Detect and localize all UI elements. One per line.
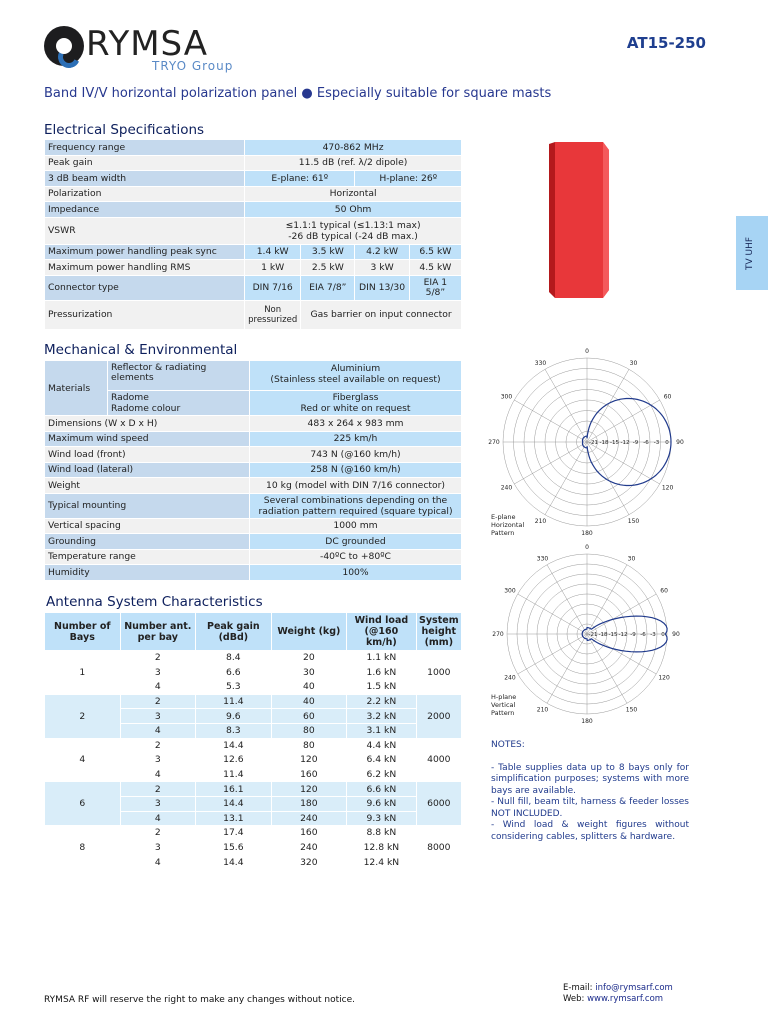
table-row	[45, 218, 461, 244]
row-value	[250, 494, 461, 518]
table-cell: 2	[121, 826, 196, 840]
mechanical-table	[44, 360, 462, 581]
column-header: Weight (kg)	[272, 613, 347, 650]
table-row	[45, 156, 461, 171]
db-tick-label: -9	[630, 632, 636, 638]
caption-line: H-plane	[491, 693, 517, 701]
note-item: - Wind load & weight figures without considering cables, splitters & hardware.	[491, 820, 689, 842]
row-value: 4.5 kW	[410, 260, 461, 275]
grid-spoke	[587, 594, 656, 634]
table-cell: 320	[272, 855, 347, 869]
vswr-line-1: ≤1.1:1 typical (≤1.13:1 max)	[285, 219, 421, 231]
table-row	[45, 782, 461, 796]
row-value	[250, 391, 461, 415]
row-value: 10 kg (model with DIN 7/16 connector)	[250, 478, 461, 493]
table-cell: 2	[45, 695, 120, 738]
row-label: Peak gain	[45, 156, 244, 171]
row-label: 3 dB beam width	[45, 171, 244, 186]
row-label: Maximum wind speed	[45, 432, 249, 447]
table-cell: 30	[272, 666, 347, 680]
table-row	[45, 550, 461, 565]
table-row	[45, 301, 461, 329]
row-value: E-plane: 61º	[245, 171, 354, 186]
table-cell: 8000	[417, 826, 461, 869]
table-cell: 4	[121, 812, 196, 826]
table-row	[45, 739, 461, 753]
table-cell: 6.6 kN	[347, 782, 416, 796]
db-tick-label: -12	[618, 632, 628, 638]
angle-tick-label: 300	[500, 393, 513, 401]
grid-spoke	[514, 442, 587, 484]
table-cell: 40	[272, 680, 347, 694]
caption-line: Horizontal	[491, 521, 525, 529]
table-cell: 14.4	[196, 739, 271, 753]
row-label: Connector type	[45, 276, 244, 300]
table-cell: 120	[272, 753, 347, 767]
angle-tick-label: 30	[627, 555, 636, 563]
footer-disclaimer: RYMSA RF will reserve the right to make any changes without notice.	[44, 995, 356, 1005]
grid-spoke	[587, 369, 629, 442]
angle-tick-label: 210	[536, 706, 549, 714]
table-row	[45, 447, 461, 462]
angle-tick-label: 150	[627, 517, 640, 525]
row-value: 743 N (@160 km/h)	[250, 447, 461, 462]
table-cell: 6.2 kN	[347, 768, 416, 782]
row-value: Gas barrier on input connector	[301, 301, 461, 329]
db-tick-label: -6	[643, 440, 649, 446]
table-cell: 12.6	[196, 753, 271, 767]
angle-tick-label: 120	[661, 484, 674, 492]
model-number: AT15-250	[626, 34, 706, 52]
angle-tick-label: 150	[625, 706, 638, 714]
row-value: DIN 13/30	[355, 276, 408, 300]
table-cell: 4	[121, 680, 196, 694]
row-value: DC grounded	[250, 534, 461, 549]
row-label: Frequency range	[45, 140, 244, 155]
grid-spoke	[587, 634, 627, 703]
row-label: Maximum power handling peak sync	[45, 245, 244, 260]
db-tick-label: -3	[650, 632, 656, 638]
vswr-line-2: -26 dB typical (-24 dB max.)	[288, 230, 418, 242]
side-tab-label: TV UHF	[745, 236, 755, 270]
angle-tick-label: 270	[492, 631, 504, 638]
table-cell: 9.3 kN	[347, 812, 416, 826]
table-cell: 40	[272, 695, 347, 709]
row-label: VSWR	[45, 218, 244, 244]
logo-wordmark: RYMSA	[86, 24, 209, 64]
table-cell: 240	[272, 841, 347, 855]
row-value: 3 kW	[355, 260, 408, 275]
angle-tick-label: 330	[534, 360, 547, 368]
table-cell: 11.4	[196, 768, 271, 782]
table-cell: 14.4	[196, 797, 271, 811]
angle-tick-label: 30	[629, 360, 638, 368]
column-header: Number ant. per bay	[121, 613, 196, 650]
row-label: Typical mounting	[45, 494, 249, 518]
radome-colour-value: Red or white on request	[300, 403, 411, 414]
table-cell: 6.4 kN	[347, 753, 416, 767]
antenna-system-title: Antenna System Characteristics	[46, 594, 263, 610]
table-cell: 2000	[417, 695, 461, 738]
caption-line: E-plane	[491, 513, 516, 521]
table-cell: 16.1	[196, 782, 271, 796]
angle-tick-label: 120	[658, 674, 670, 682]
logo-ring-icon	[44, 26, 84, 66]
logo-subtitle: TRYO Group	[152, 59, 234, 73]
grid-spoke	[547, 565, 587, 634]
table-cell: 2	[121, 739, 196, 753]
row-sublabel	[108, 391, 249, 415]
angle-tick-label: 90	[676, 439, 684, 446]
web-link[interactable]: www.rymsarf.com	[587, 994, 664, 1004]
row-value: 2.5 kW	[301, 260, 354, 275]
grid-spoke	[518, 594, 587, 634]
radome-value: Fiberglass	[332, 392, 379, 403]
table-cell: 180	[272, 797, 347, 811]
row-value: 258 N (@160 km/h)	[250, 463, 461, 478]
db-tick-label: 0	[665, 440, 669, 446]
mount-line-2: radiation pattern required (square typical)	[258, 505, 453, 517]
angle-tick-label: 240	[504, 674, 516, 682]
table-cell: 14.4	[196, 855, 271, 869]
table-cell: 80	[272, 724, 347, 738]
notes-title: NOTES:	[491, 740, 525, 750]
table-row	[45, 187, 461, 202]
note-item: - Table supplies data up to 8 bays only for simplification purposes; systems with more bays are available.	[491, 762, 689, 796]
table-cell: 5.3	[196, 680, 271, 694]
table-row	[45, 478, 461, 493]
table-cell: 1.5 kN	[347, 680, 416, 694]
db-tick-label: -6	[640, 632, 646, 638]
angle-tick-label: 0	[585, 544, 589, 551]
angle-tick-label: 180	[581, 530, 593, 537]
table-cell: 1000	[417, 651, 461, 694]
contact-info	[563, 983, 673, 1005]
table-cell: 160	[272, 826, 347, 840]
table-cell: 80	[272, 739, 347, 753]
table-cell: 1.1 kN	[347, 651, 416, 665]
table-cell: 3	[121, 753, 196, 767]
grid-spoke	[514, 400, 587, 442]
table-cell: 3.1 kN	[347, 724, 416, 738]
table-header-row	[45, 613, 461, 650]
table-cell: 2	[121, 695, 196, 709]
row-label: Temperature range	[45, 550, 249, 565]
notes-section	[491, 740, 689, 843]
angle-tick-label: 0	[585, 348, 589, 355]
table-cell: 6	[45, 782, 120, 825]
row-value: 1.4 kW	[245, 245, 300, 260]
column-header: Wind load (@160 km/h)	[347, 613, 416, 650]
table-row	[45, 519, 461, 534]
table-cell: 2.2 kN	[347, 695, 416, 709]
angle-tick-label: 90	[672, 631, 680, 638]
row-value: 3.5 kW	[301, 245, 354, 260]
row-label: Dimensions (W x D x H)	[45, 416, 249, 431]
table-cell: 1.6 kN	[347, 666, 416, 680]
row-value: 50 Ohm	[245, 202, 461, 217]
db-tick-label: -15	[610, 440, 619, 446]
angle-tick-label: 330	[536, 555, 549, 563]
table-cell: 12.4 kN	[347, 855, 416, 869]
table-cell: 13.1	[196, 812, 271, 826]
mechanical-title: Mechanical & Environmental	[44, 342, 238, 358]
row-value: DIN 7/16	[245, 276, 300, 300]
email-label: E-mail:	[563, 983, 596, 993]
caption-line: Vertical	[491, 701, 516, 709]
grid-spoke	[587, 634, 656, 674]
electrical-table	[44, 139, 462, 330]
angle-tick-label: 210	[534, 517, 547, 525]
row-label: Pressurization	[45, 301, 244, 329]
table-cell: 17.4	[196, 826, 271, 840]
rymsa-logo	[44, 24, 234, 74]
table-cell: 2	[121, 651, 196, 665]
row-value: Horizontal	[245, 187, 461, 202]
table-cell: 120	[272, 782, 347, 796]
angle-tick-label: 60	[660, 587, 668, 595]
table-cell: 12.8 kN	[347, 841, 416, 855]
grid-spoke	[545, 369, 587, 442]
table-cell: 240	[272, 812, 347, 826]
row-value	[250, 361, 461, 390]
db-tick-label: -18	[599, 440, 609, 446]
table-cell: 1	[45, 651, 120, 694]
row-sublabel: Reflector & radiating elements	[108, 361, 249, 390]
row-value: 225 km/h	[250, 432, 461, 447]
table-row	[45, 416, 461, 431]
table-row	[45, 140, 461, 155]
table-cell: 6.6	[196, 666, 271, 680]
row-label: Humidity	[45, 565, 249, 580]
row-label: Impedance	[45, 202, 244, 217]
table-row	[45, 565, 461, 580]
web-label: Web:	[563, 994, 588, 1004]
table-row	[45, 534, 461, 549]
table-row	[45, 245, 461, 260]
table-cell: 3.2 kN	[347, 709, 416, 723]
table-cell: 3	[121, 797, 196, 811]
table-cell: 4	[121, 768, 196, 782]
table-row	[45, 494, 461, 518]
table-row	[45, 432, 461, 447]
table-cell: 8.8 kN	[347, 826, 416, 840]
grid-spoke	[545, 442, 587, 515]
row-value: Non pressurized	[245, 301, 300, 329]
row-value: EIA 1 5/8”	[410, 276, 461, 300]
grid-spoke	[518, 634, 587, 674]
table-cell: 4	[121, 855, 196, 869]
row-value: 4.2 kW	[355, 245, 408, 260]
column-header: Number of Bays	[45, 613, 120, 650]
row-label: Polarization	[45, 187, 244, 202]
table-cell: 3	[121, 709, 196, 723]
table-cell: 3	[121, 666, 196, 680]
table-row	[45, 695, 461, 709]
row-label: Wind load (front)	[45, 447, 249, 462]
angle-tick-label: 240	[500, 484, 513, 492]
angle-tick-label: 180	[581, 718, 593, 725]
row-value: EIA 7/8”	[301, 276, 354, 300]
row-value: 6.5 kW	[410, 245, 461, 260]
table-cell: 11.4	[196, 695, 271, 709]
row-value	[245, 218, 461, 244]
db-tick-label: -15	[608, 632, 618, 638]
grid-spoke	[587, 442, 660, 484]
row-value: H-plane: 26º	[355, 171, 461, 186]
table-cell: 20	[272, 651, 347, 665]
row-label: Wind load (lateral)	[45, 463, 249, 478]
table-row	[45, 826, 461, 840]
caption-line: Pattern	[491, 529, 515, 537]
refl-line-2: (Stainless steel available on request)	[270, 374, 441, 385]
row-label: Maximum power handling RMS	[45, 260, 244, 275]
grid-spoke	[587, 442, 629, 515]
e-plane-caption	[491, 513, 524, 537]
table-cell: 4000	[417, 739, 461, 782]
row-label: Materials	[45, 361, 107, 415]
table-cell: 2	[121, 782, 196, 796]
db-tick-label: -9	[632, 440, 639, 446]
row-value: 483 x 264 x 983 mm	[250, 416, 461, 431]
electrical-title: Electrical Specifications	[44, 122, 205, 138]
db-tick-label: 0	[661, 632, 665, 638]
grid-spoke	[547, 634, 587, 703]
table-row	[45, 651, 461, 665]
row-value: 11.5 dB (ref. λ/2 dipole)	[245, 156, 461, 171]
angle-tick-label: 270	[488, 439, 500, 446]
angle-tick-label: 300	[504, 587, 516, 595]
table-row	[45, 260, 461, 275]
h-plane-caption	[491, 693, 516, 717]
column-header: System height (mm)	[417, 613, 461, 650]
caption-line: Pattern	[491, 709, 515, 717]
table-cell: 8.4	[196, 651, 271, 665]
table-row	[45, 463, 461, 478]
table-row	[45, 202, 461, 217]
table-row	[45, 276, 461, 300]
db-tick-label: -18	[598, 632, 608, 638]
radome-label: Radome	[111, 392, 149, 403]
table-cell: 8	[45, 826, 120, 869]
row-label: Vertical spacing	[45, 519, 249, 534]
row-value: 1 kW	[245, 260, 300, 275]
email-link[interactable]: info@rymsarf.com	[595, 983, 673, 993]
row-value: -40ºC to +80ºC	[250, 550, 461, 565]
row-label: Grounding	[45, 534, 249, 549]
antenna-panel-image	[545, 142, 611, 298]
grid-spoke	[587, 565, 627, 634]
antenna-system-table	[44, 612, 462, 870]
table-cell: 4.4 kN	[347, 739, 416, 753]
column-header: Peak gain (dBd)	[196, 613, 271, 650]
db-tick-label: -3	[653, 440, 660, 446]
mount-line-1: Several combinations depending on the	[263, 494, 448, 506]
row-value: 470-862 MHz	[245, 140, 461, 155]
radome-colour-label: Radome colour	[111, 403, 181, 414]
db-tick-label: -12	[620, 440, 630, 446]
table-cell: 15.6	[196, 841, 271, 855]
table-cell: 4	[45, 739, 120, 782]
table-row	[45, 171, 461, 186]
grid-spoke	[587, 400, 660, 442]
note-item: - Null fill, beam tilt, harness & feeder losses NOT INCLUDED.	[491, 797, 689, 819]
db-tick-label: -21	[588, 632, 598, 638]
e-plane-pattern-chart	[482, 350, 692, 540]
row-label: Weight	[45, 478, 249, 493]
table-cell: 4	[121, 724, 196, 738]
table-cell: 9.6 kN	[347, 797, 416, 811]
refl-line-1: Aluminium	[330, 363, 381, 374]
row-value: 100%	[250, 565, 461, 580]
row-value: 1000 mm	[250, 519, 461, 534]
product-tagline: Band IV/V horizontal polarization panel ● Especially suitable for square masts	[44, 86, 552, 101]
table-row	[45, 391, 461, 415]
table-cell: 9.6	[196, 709, 271, 723]
table-cell: 3	[121, 841, 196, 855]
angle-tick-label: 60	[663, 393, 672, 401]
table-row	[45, 361, 461, 390]
side-tab	[736, 216, 768, 290]
table-cell: 160	[272, 768, 347, 782]
db-tick-label: -21	[589, 440, 598, 446]
table-cell: 8.3	[196, 724, 271, 738]
table-cell: 60	[272, 709, 347, 723]
table-cell: 6000	[417, 782, 461, 825]
